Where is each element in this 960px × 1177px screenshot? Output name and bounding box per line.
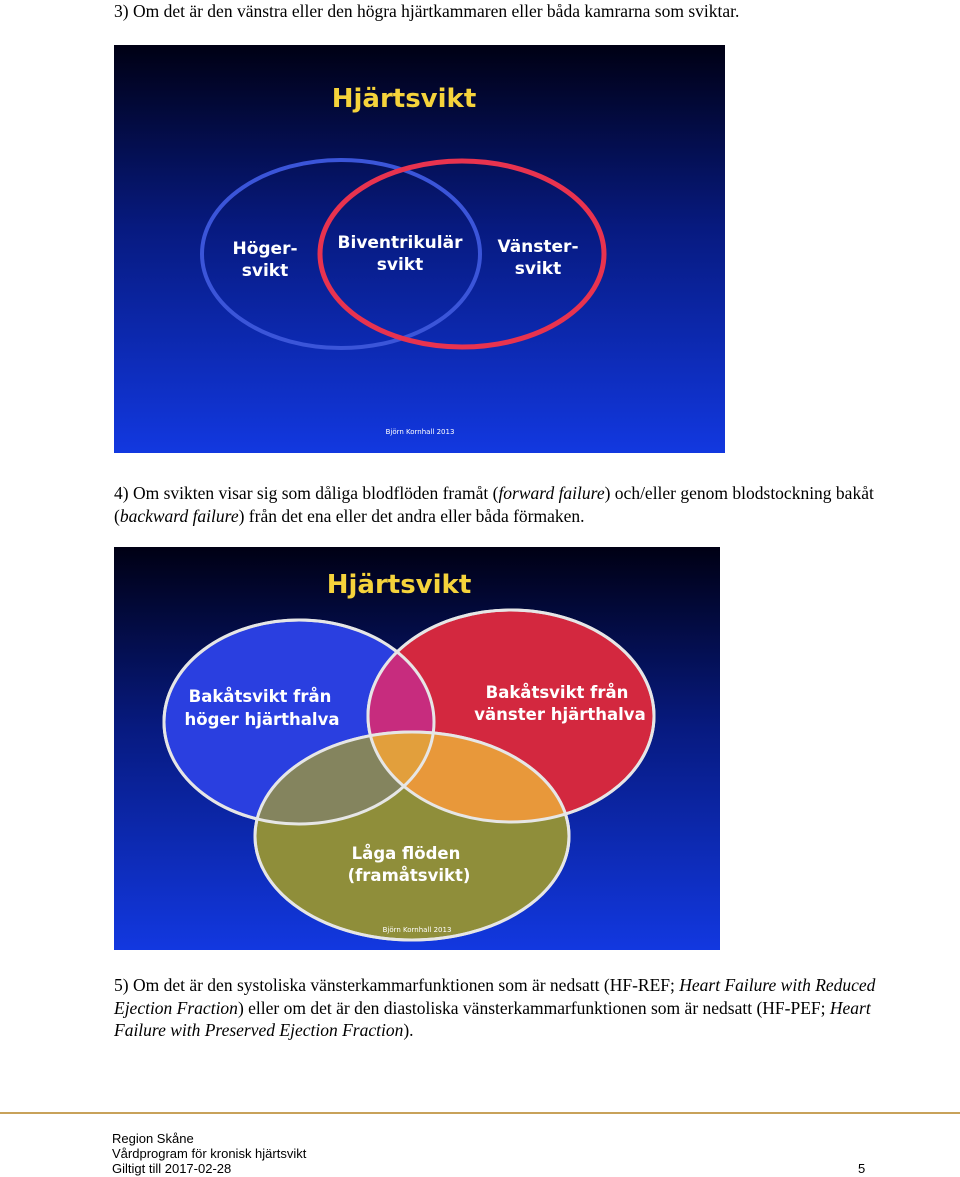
footer-program: Vårdprogram för kronisk hjärtsvikt — [112, 1146, 307, 1161]
red-label-line1: Bakåtsvikt från — [485, 683, 629, 702]
right-label-line1: Vänster- — [497, 237, 579, 257]
item-4-part-1: 4) Om svikten visar sig som dåliga blodflöden framåt ( — [114, 483, 499, 503]
footer-divider — [0, 1112, 960, 1114]
item-4-part-3: ) från det ena eller det andra eller båda förmaken. — [238, 505, 585, 526]
footer-validity: Giltigt till 2017-02-28 — [112, 1161, 232, 1176]
item-5-hf-ref-expansion: Heart Failure with Reduced Ejection Fraction — [114, 975, 876, 1018]
blue-label-line2: höger hjärthalva — [184, 710, 340, 729]
item-5-part-3: ). — [403, 1020, 414, 1040]
left-label-line1: Höger- — [232, 239, 298, 259]
right-label-line2: svikt — [514, 259, 562, 279]
blue-label-line1: Bakåtsvikt från — [188, 687, 332, 706]
olive-label-line2: (framåtsvikt) — [347, 866, 471, 885]
item-4-forward-failure: forward failure — [498, 483, 605, 503]
page-number: 5 — [858, 1161, 866, 1176]
middle-label-line2: svikt — [376, 255, 424, 275]
item-5-part-1: 5) Om det är den systoliska vänsterkammarfunktionen som är nedsatt (HF-REF; — [114, 975, 680, 995]
slide-1-credit: Björn Kornhall 2013 — [385, 428, 455, 436]
slide-1-venn-diagram — [114, 45, 725, 453]
item-3-text: 3) Om det är den vänstra eller den högra hjärtkammaren eller båda kamrarna som sviktar. — [114, 1, 740, 21]
slide-2-venn-diagram — [114, 547, 720, 950]
footer-organization: Region Skåne — [112, 1131, 194, 1146]
slide-2-title: Hjärtsvikt — [326, 570, 472, 600]
red-label-line2: vänster hjärthalva — [474, 705, 646, 724]
slide-2-credit: Björn Kornhall 2013 — [382, 926, 452, 934]
middle-label-line1: Biventrikulär — [337, 233, 463, 253]
item-5-hf-pef-expansion: Heart Failure with Preserved Ejection Fraction — [114, 997, 871, 1040]
item-5-part-2: ) eller om det är den diastoliska vänsterkammarfunktionen som är nedsatt (HF-PEF; — [237, 997, 830, 1018]
item-5-text — [114, 974, 914, 1042]
slide-1-title: Hjärtsvikt — [331, 84, 477, 114]
item-4-part-2: ) och/eller genom blodstockning bakåt ( — [114, 483, 874, 526]
left-label-line2: svikt — [241, 261, 289, 281]
olive-label-line1: Låga flöden — [351, 844, 461, 863]
item-4-backward-failure: backward failure — [119, 505, 239, 526]
item-4-text — [114, 482, 914, 527]
